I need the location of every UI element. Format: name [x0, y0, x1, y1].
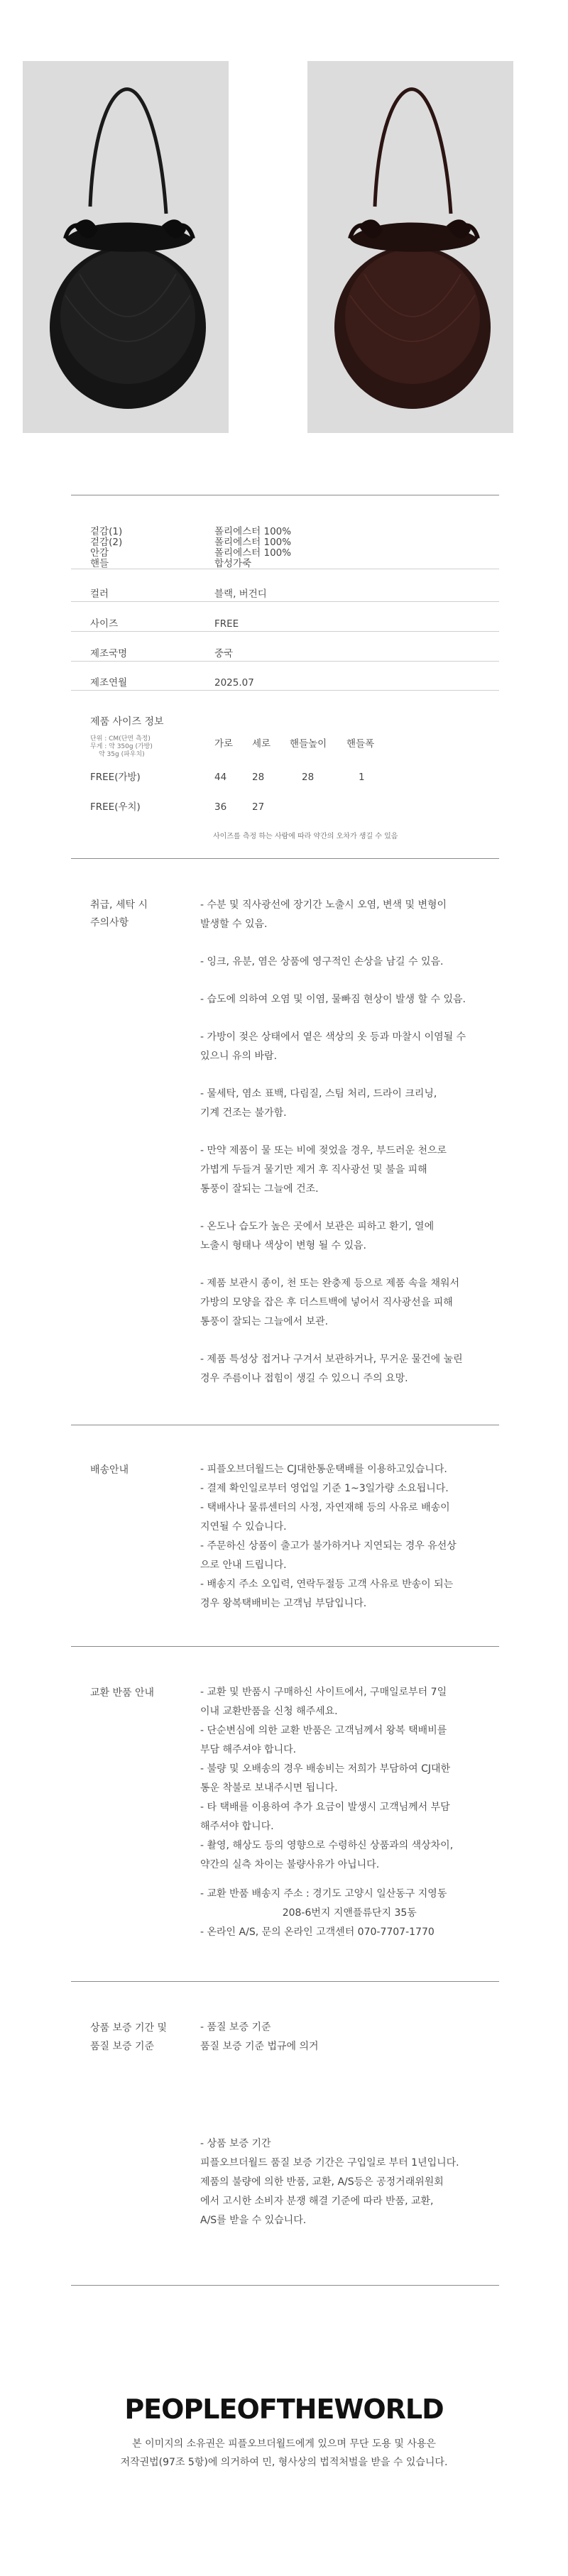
- spec-value: 폴리에스터 100%: [214, 547, 292, 559]
- care-item: [200, 990, 466, 1009]
- divider: [71, 631, 499, 632]
- spec-value: 중국: [214, 648, 234, 659]
- care-item: [200, 1028, 466, 1066]
- spec-label: 제조연월: [90, 677, 128, 689]
- shipping-list: [200, 1460, 457, 1613]
- weight-note: 무게 : 약 350g (가방): [90, 743, 153, 750]
- spec-value: 폴리에스터 100%: [214, 537, 292, 548]
- divider: [71, 1981, 499, 1982]
- divider: [71, 690, 499, 691]
- exchange-line: - 촬영, 해상도 등의 영향으로 수령하신 상품과의 색상차이,: [200, 1840, 454, 1851]
- spec-value: 폴리에스터 100%: [214, 526, 292, 537]
- shipping-line: 지연될 수 있습니다.: [200, 1521, 287, 1533]
- care-line: 가볍게 두들겨 물기만 제거 후 직사광선 및 불을 피해: [200, 1164, 427, 1175]
- divider: [71, 601, 499, 602]
- cs-phone-line: - 온라인 A/S, 문의 온라인 고객센터 070-7707-1770: [200, 1926, 435, 1938]
- size-footnote: 사이즈를 측정 하는 사람에 따라 약간의 오차가 생길 수 있음: [213, 833, 398, 840]
- shipping-line: 으로 안내 드립니다.: [200, 1560, 287, 1571]
- return-address-line: - 교환 반품 배송지 주소 : 경기도 고양시 일산동구 지영동: [200, 1888, 447, 1900]
- care-item: [200, 1274, 466, 1332]
- exchange-heading: 교환 반품 안내: [90, 1687, 155, 1699]
- care-line: 통풍이 잘되는 그늘에 건조.: [200, 1183, 319, 1195]
- size-header: 핸들폭: [346, 738, 375, 750]
- care-line: - 만약 제품이 물 또는 비에 젖었을 경우, 부드러운 천으로: [200, 1145, 447, 1156]
- exchange-line: 약간의 실측 차이는 불량사유가 아닙니다.: [200, 1859, 380, 1870]
- care-line: - 제품 특성상 접거나 구겨서 보관하거나, 무거운 물건에 눌린: [200, 1354, 463, 1365]
- spec-label: 사이즈: [90, 618, 119, 630]
- unit-note: 단위 : CM(단면 측정): [90, 735, 151, 742]
- care-line: - 물세탁, 염소 표백, 다림질, 스팀 처리, 드라이 크리닝,: [200, 1088, 437, 1100]
- care-line: 가방의 모양을 잡은 후 더스트백에 넣어서 직사광선을 피해: [200, 1297, 453, 1308]
- divider: [71, 1646, 499, 1647]
- warranty-period: [200, 2134, 459, 2230]
- spec-label: 제조국명: [90, 648, 128, 659]
- copyright-line: 본 이미지의 소유권은 피플오브더월드에게 있으며 무단 도용 및 사용은: [132, 2438, 436, 2450]
- size-title: 제품 사이즈 정보: [90, 716, 164, 728]
- care-item: [200, 1141, 466, 1199]
- exchange-line: - 타 택배를 이용하여 추가 요금이 발생시 고객님께서 부담: [200, 1802, 450, 1813]
- exchange-list: [200, 1683, 453, 1942]
- spec-label: 안감: [90, 547, 109, 559]
- warranty-heading: 상품 보증 기간 및: [90, 2022, 168, 2034]
- care-list: [200, 896, 466, 1407]
- exchange-line: - 불량 및 오배송의 경우 배송비는 저희가 부담하여 CJ대한: [200, 1763, 451, 1775]
- care-line: 발생할 수 있음.: [200, 919, 268, 930]
- size-cell: 28: [302, 772, 315, 783]
- care-heading: 취급, 세탁 시: [90, 899, 148, 911]
- care-line: 있으니 유의 바람.: [200, 1051, 278, 1062]
- shipping-line: - 택배사나 물류센터의 사정, 자연재해 등의 사유로 배송이: [200, 1502, 450, 1513]
- shipping-line: - 결제 확인일로부터 영업일 기준 1~3일가량 소요됩니다.: [200, 1483, 449, 1494]
- warranty-line: 제품의 불량에 의한 반품, 교환, A/S등은 공정거래위원회: [200, 2176, 444, 2188]
- size-cell: 36: [214, 801, 227, 813]
- warranty-line: - 상품 보증 기간: [200, 2138, 271, 2149]
- size-cell: 28: [252, 772, 265, 783]
- size-header: 가로: [214, 738, 234, 750]
- size-header: 세로: [252, 738, 271, 750]
- return-address-line: 208-6번지 지앤플류단지 35동: [200, 1907, 417, 1919]
- spec-value: 블랙, 버건디: [214, 588, 267, 600]
- shipping-line: - 배송지 주소 오입력, 연락두절등 고객 사유로 반송이 되는: [200, 1579, 454, 1590]
- care-line: 경우 주름이나 접힘이 생길 수 있으니 주의 요망.: [200, 1373, 408, 1384]
- care-line: - 습도에 의하여 오염 및 이염, 물빠짐 현상이 발생 할 수 있음.: [200, 994, 466, 1005]
- exchange-line: 부담 해주셔야 합니다.: [200, 1744, 297, 1755]
- care-item: [200, 1085, 466, 1123]
- warranty-line: 피플오브더월드 품질 보증 기간은 구입일로 부터 1년입니다.: [200, 2157, 459, 2169]
- care-line: - 온도나 습도가 높은 곳에서 보관은 피하고 환기, 열에: [200, 1221, 435, 1232]
- spec-label: 컬러: [90, 588, 109, 600]
- copyright-line: 저작권법(97조 5항)에 의거하여 민, 형사상의 법적처벌을 받을 수 있습니다.: [120, 2457, 448, 2468]
- care-line: 기계 건조는 불가함.: [200, 1107, 287, 1119]
- size-row-label: FREE(우치): [90, 801, 141, 813]
- warranty-line: 품질 보증 기준 법규에 의거: [200, 2041, 319, 2052]
- care-item: [200, 1217, 466, 1256]
- divider: [71, 661, 499, 662]
- shipping-heading: 배송안내: [90, 1464, 129, 1476]
- care-line: - 잉크, 유분, 염은 상품에 영구적인 손상을 남길 수 있음.: [200, 956, 444, 968]
- brand-logo: PEOPLEOFTHEWORLD: [124, 2394, 444, 2425]
- care-heading: 주의사항: [90, 917, 129, 928]
- exchange-line: - 단순변심에 의한 교환 반품은 고객님께서 왕복 택배비를: [200, 1725, 447, 1736]
- care-line: 노출시 형태나 색상이 변형 될 수 있음.: [200, 1240, 367, 1251]
- spec-value: 합성가죽: [214, 558, 252, 569]
- warranty-heading: 품질 보증 기준: [90, 2041, 155, 2052]
- exchange-line: 통운 착불로 보내주시면 됩니다.: [200, 1782, 338, 1794]
- copyright-notice: [0, 2435, 568, 2472]
- spec-value: FREE: [214, 618, 239, 630]
- size-row-label: FREE(가방): [90, 772, 141, 783]
- weight-note: 약 35g (파우치): [99, 751, 145, 758]
- spec-label: 핸들: [90, 558, 109, 569]
- exchange-line: - 교환 및 반품시 구매하신 사이트에서, 구매일로부터 7일: [200, 1687, 447, 1698]
- shipping-line: 경우 왕복택배비는 고객님 부담입니다.: [200, 1598, 367, 1609]
- spec-value: 2025.07: [214, 677, 254, 689]
- divider: [71, 858, 499, 859]
- care-line: - 가방이 젖은 상태에서 옅은 색상의 옷 등과 마찰시 이염될 수: [200, 1031, 466, 1043]
- care-line: 통풍이 잘되는 그늘에서 보관.: [200, 1316, 329, 1327]
- care-line: - 수분 및 직사광선에 장기간 노출시 오염, 변색 및 변형이: [200, 899, 447, 911]
- spacer: [200, 1875, 453, 1885]
- shipping-line: - 피플오브더월드는 CJ대한통운택배를 이용하고있습니다.: [200, 1464, 447, 1475]
- care-item: [200, 896, 466, 934]
- warranty-standard: [200, 2018, 319, 2056]
- black-bag-photo: [23, 61, 229, 433]
- spec-label: 겉감(1): [90, 526, 123, 537]
- warranty-line: A/S를 받을 수 있습니다.: [200, 2215, 307, 2226]
- warranty-line: - 품질 보증 기준: [200, 2022, 271, 2033]
- size-cell: 1: [359, 772, 365, 783]
- warranty-line: 에서 고시한 소비자 분쟁 해결 기준에 따라 반품, 교환,: [200, 2196, 434, 2207]
- size-header: 핸들높이: [290, 738, 327, 750]
- shipping-line: - 주문하신 상품이 출고가 불가하거나 지연되는 경우 유선상: [200, 1540, 457, 1552]
- size-cell: 44: [214, 772, 227, 783]
- spec-label: 겉감(2): [90, 537, 123, 548]
- burgundy-bag-photo: [307, 61, 513, 433]
- care-item: [200, 1350, 466, 1388]
- exchange-line: 이내 교환반품을 신청 해주세요.: [200, 1706, 338, 1717]
- care-item: [200, 953, 466, 972]
- exchange-line: 해주셔야 합니다.: [200, 1821, 274, 1832]
- care-line: - 제품 보관시 종이, 천 또는 완충제 등으로 제품 속을 채워서: [200, 1278, 460, 1289]
- divider: [71, 2285, 499, 2286]
- size-cell: 27: [252, 801, 265, 813]
